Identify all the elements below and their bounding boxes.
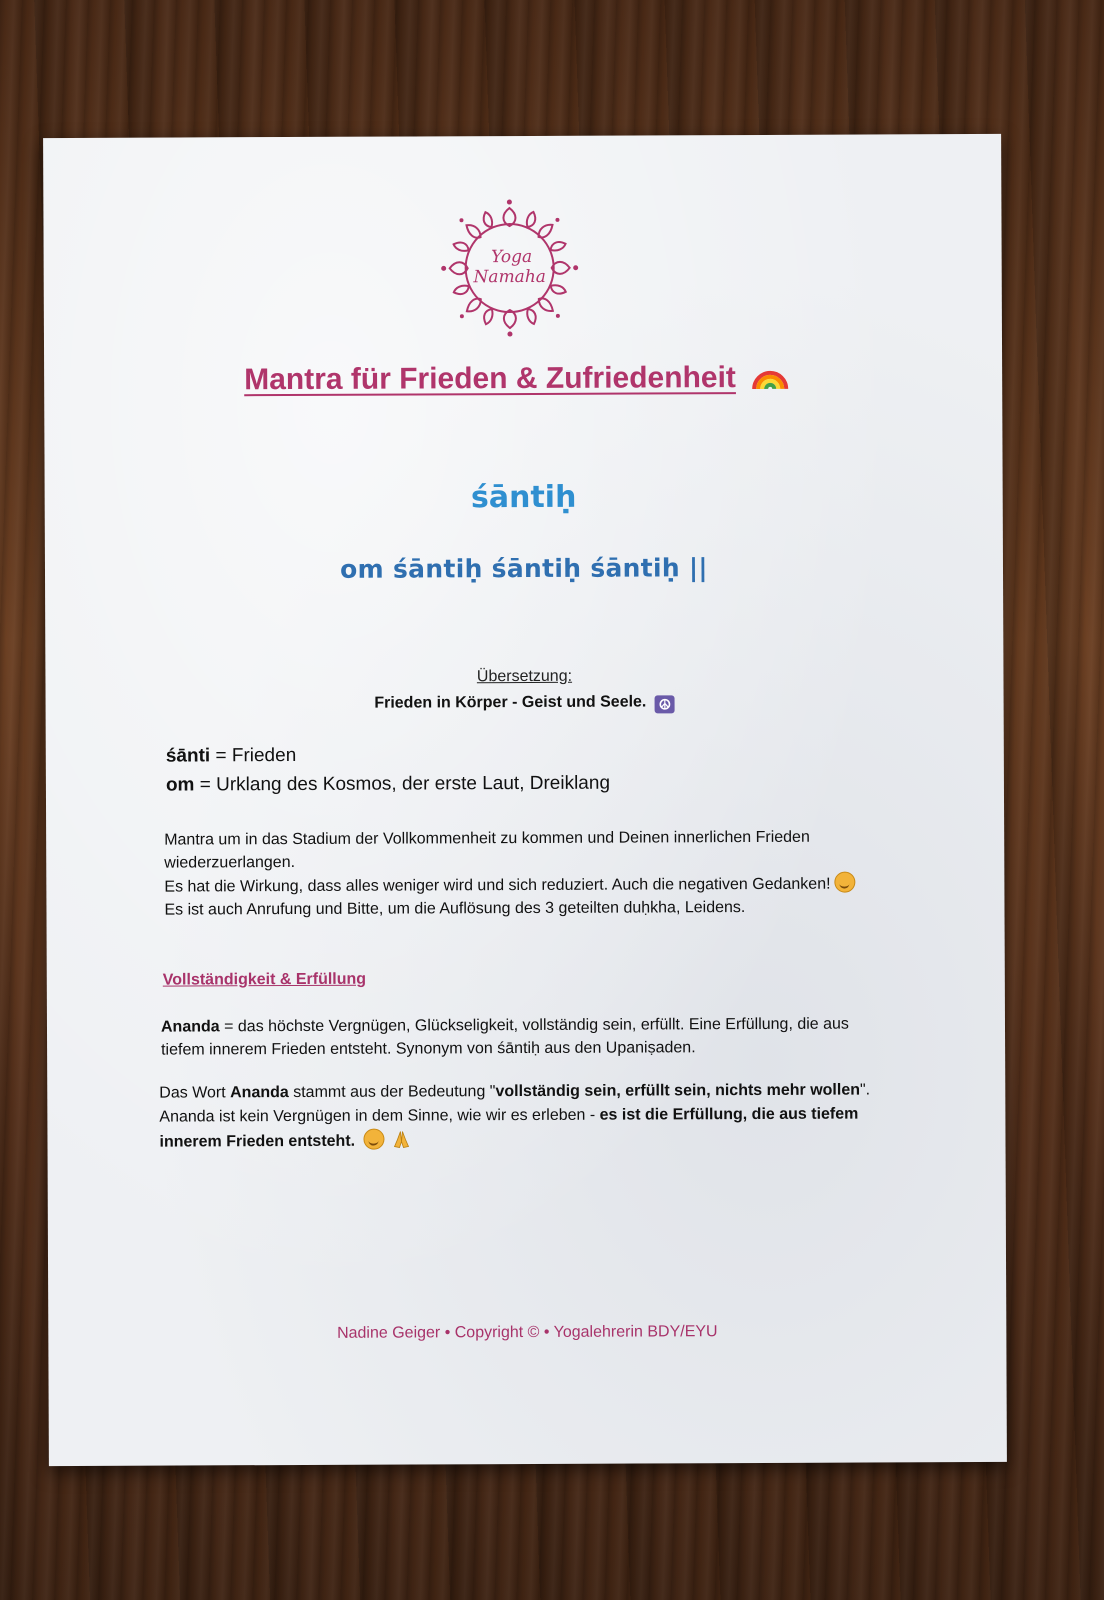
explanation-text: stammt aus der Bedeutung " bbox=[288, 1083, 496, 1102]
ananda-term: Ananda bbox=[230, 1084, 289, 1102]
rainbow-icon bbox=[750, 357, 790, 391]
mantra-line: om śāntiḥ śāntiḥ śāntiḥ || bbox=[340, 553, 708, 584]
definition-meaning: = Urklang des Kosmos, der erste Laut, Dreiklang bbox=[194, 772, 611, 796]
smile-icon bbox=[834, 872, 855, 893]
explanation-text: ". Ananda ist kein Vergnügen in dem Sinne, wie wir es erleben - bbox=[159, 1081, 871, 1126]
footer-credit: Nadine Geiger • Copyright © • Yogalehrerin BDY/EYU bbox=[337, 1323, 718, 1342]
definitions-list bbox=[166, 738, 926, 799]
peace-icon: ☮ bbox=[655, 695, 675, 713]
ananda-term: Ananda bbox=[160, 1018, 220, 1036]
smile-icon bbox=[363, 1129, 384, 1150]
definition-term: śānti bbox=[165, 745, 211, 767]
mantra-word: śāntiḥ bbox=[470, 479, 577, 516]
description-line: Mantra um in das Stadium der Vollkommenheit zu kommen und Deinen innerlichen Frieden wiederzuerlangen. bbox=[164, 828, 810, 872]
definition-item bbox=[166, 767, 926, 799]
mantra-description bbox=[164, 826, 884, 921]
ananda-definition-text: = das höchste Vergnügen, Glückseligkeit, vollständig sein, erfüllt. Eine Erfüllung, die aus tiefem innerem Frieden entsteht. Synonym von śāntiḥ aus den Upaniṣaden. bbox=[161, 1015, 849, 1059]
definition-item bbox=[166, 738, 926, 770]
page-title-text: Mantra für Frieden & Zufriedenheit bbox=[244, 361, 736, 397]
ananda-definition bbox=[161, 1012, 881, 1061]
ananda-meaning-quote: vollständig sein, erfüllt sein, nichts mehr wollen bbox=[495, 1081, 861, 1101]
explanation-text: Das Wort bbox=[159, 1084, 231, 1102]
section-heading: Vollständigkeit & Erfüllung bbox=[162, 970, 367, 989]
ananda-explanation bbox=[159, 1078, 879, 1154]
translation-text: Frieden in Körper - Geist und Seele. bbox=[374, 693, 647, 712]
yoga-namaha-logo bbox=[435, 194, 584, 343]
page-title bbox=[244, 357, 804, 397]
description-line-row bbox=[164, 871, 884, 899]
logo-text-namaha: Namaha bbox=[473, 266, 546, 288]
logo-text-yoga: Yoga bbox=[491, 246, 533, 268]
praying-hands-icon bbox=[391, 1130, 411, 1150]
paper-sheet bbox=[43, 134, 1007, 1466]
explanation-emphasis: es ist die Erfüllung, die aus tiefem innerem Frieden entsteht. bbox=[159, 1105, 859, 1151]
definition-term: om bbox=[165, 774, 195, 796]
translation-text-row bbox=[46, 692, 1004, 716]
translation-label: Übersetzung: bbox=[476, 667, 573, 686]
definition-meaning: = Frieden bbox=[210, 744, 297, 767]
description-line: Es hat die Wirkung, dass alles weniger wird und sich reduziert. Auch die negativen Gedanken! bbox=[164, 875, 831, 896]
description-line: Es ist auch Anrufung und Bitte, um die Auflösung des 3 geteilten duḥkha, Leidens. bbox=[164, 898, 746, 919]
